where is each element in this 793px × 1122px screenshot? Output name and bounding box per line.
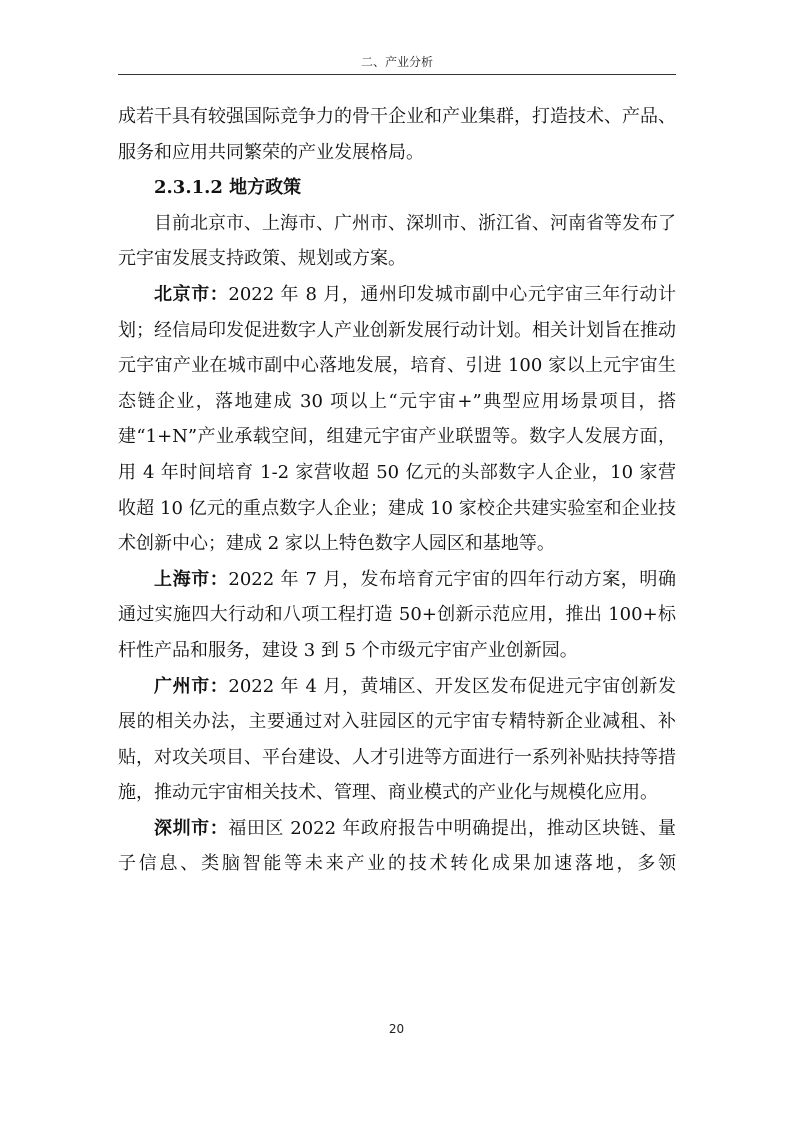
shenzhen-label: 深圳市： — [154, 817, 229, 839]
section-heading: 2.3.1.2 地方政策 — [154, 177, 302, 199]
page-number: 20 — [388, 1022, 405, 1036]
paragraph-guangzhou — [118, 669, 676, 811]
paragraph-shanghai — [118, 562, 676, 669]
beijing-text: 2022 年 8 月，通州印发城市副中心元宇宙三年行动计划；经信局印发促进数字人产业创新发展行动计划。相关计划旨在推动元宇宙产业在城市副中心落地发展，培育、引进 100 家以上元宇宙生态链企业，落地建成 30 项以上“元宇宙+”典型应用场景项目，搭建“1+N”产业承载空间，组建元宇宙产业联盟等。数字人发展方面，用 4 年时间培育 1-2 家营收超 50 亿元的头部数字人企业，10 家营收超 10 亿元的重点数字人企业；建成 10 家校企共建实验室和企业技术创新中心；建成 2 家以上特色数字人园区和基地等。 — [118, 283, 676, 555]
running-header: 二、产业分析 — [118, 50, 676, 75]
body-text — [118, 99, 676, 882]
guangzhou-text: 2022 年 4 月，黄埔区、开发区发布促进元宇宙创新发展的相关办法，主要通过对入驻园区的元宇宙专精特新企业减租、补贴，对攻关项目、平台建设、人才引进等方面进行一系列补贴扶持等措施，推动元宇宙相关技术、管理、商业模式的产业化与规模化应用。 — [118, 675, 676, 804]
shanghai-label: 上海市： — [154, 568, 229, 590]
paragraph-intro: 目前北京市、上海市、广州市、深圳市、浙江省、河南省等发布了元宇宙发展支持政策、规划或方案。 — [118, 212, 676, 270]
guangzhou-label: 广州市： — [154, 675, 229, 697]
paragraph-shenzhen — [118, 811, 676, 882]
paragraph-beijing — [118, 277, 676, 562]
shanghai-text: 2022 年 7 月，发布培育元宇宙的四年行动方案，明确通过实施四大行动和八项工程打造 50+创新示范应用，推出 100+标杆性产品和服务，建设 3 到 5 个市级元宇宙产业创新园。 — [118, 568, 676, 661]
shenzhen-text: 福田区 2022 年政府报告中明确提出，推动区块链、量子信息、类脑智能等未来产业的技术转化成果加速落地，多领 — [118, 817, 677, 875]
paragraph-continuation: 成若干具有较强国际竞争力的骨干企业和产业集群，打造技术、产品、服务和应用共同繁荣的产业发展格局。 — [118, 106, 676, 163]
beijing-label: 北京市： — [154, 283, 229, 305]
